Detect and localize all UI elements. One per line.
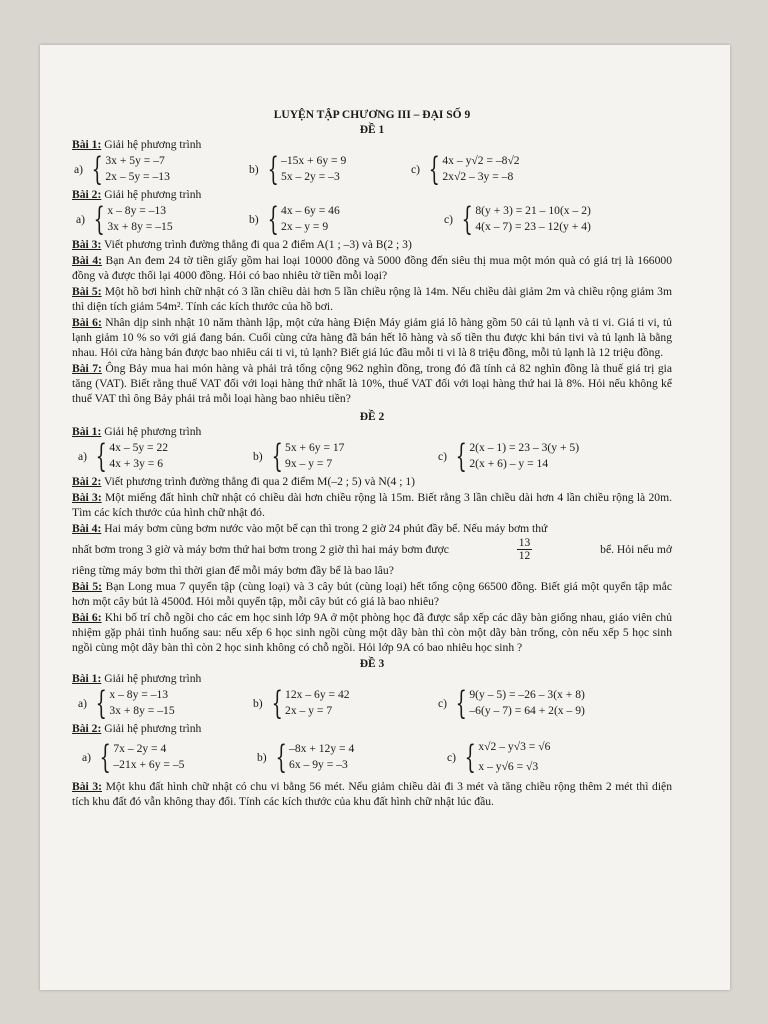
page-title: LUYỆN TẬP CHƯƠNG III – ĐẠI SỐ 9 bbox=[273, 109, 471, 121]
de1-bai6: Bài 6: Nhân dịp sinh nhật 10 năm thành lập, một cửa hàng Điện Máy giảm giá lô hàng gồm 50 cái tủ lạnh và ti vi. Giá ti vi, tủ lạnh giảm 10 % so với giá đang bán. Cuối cùng cửa hàng đã bán hết lô hàng và số tiền thu được khi bán tivi và tủ lạnh là bằng nhau. Hỏi cửa hàng bán được bao nhiêu cái ti vi, tủ lạnh? Biết giá lúc đầu mỗi ti vi là 8 triệu đồng, mỗi tủ lạnh là 12 triệu đồng. bbox=[72, 316, 672, 359]
de3-bai1: Bài 1: Giải hệ phương trình bbox=[72, 672, 202, 685]
de1-bai1: Bài 1: Giải hệ phương trình bbox=[72, 138, 202, 151]
system-c: c) { x√2 – y√3 = √6 x – y√6 = √3 bbox=[447, 738, 551, 776]
system-b: b) { 4x – 6y = 46 2x – y = 9 bbox=[249, 200, 340, 238]
de1-bai4: Bài 4: Bạn An đem 24 tờ tiền giấy gồm hai loại 10000 đồng và 5000 đồng đến siêu thị mua một món quà có giá trị là 166000 đồng và được thối lại 4000 đồng. Hỏi có bao nhiêu tờ tiền mỗi loại? bbox=[72, 254, 672, 282]
de1-bai2-systems bbox=[72, 200, 672, 238]
section-heading-de1: ĐỀ 1 bbox=[359, 124, 385, 136]
system-c: c) { 4x – y√2 = –8√2 2x√2 – 3y = –8 bbox=[411, 150, 520, 188]
system-a: a) { 3x + 5y = –7 2x – 5y = –13 bbox=[74, 150, 170, 188]
section-heading-de2: ĐỀ 2 bbox=[359, 411, 385, 423]
de3-bai2: Bài 2: Giải hệ phương trình bbox=[72, 722, 202, 735]
de1-bai3: Bài 3: Viết phương trình đường thẳng đi qua 2 điểm A(1 ; –3) và B(2 ; 3) bbox=[72, 238, 412, 251]
de2-bai4-fraction-line: nhất bơm trong 3 giờ và máy bơm thứ hai bơm trong 2 giờ thì hai máy bơm được $\frac{13}{12}$ bể. Hỏi nếu mở bbox=[72, 537, 672, 562]
de1-bai7: Bài 7: Ông Bảy mua hai món hàng và phải trả tổng cộng 962 nghìn đồng, trong đó đã tính cả 82 nghìn đồng là thuế giá trị gia tăng (VAT). Biết rằng thuế VAT đối với loại hàng thứ nhất là 10%, thuế VAT đối với loại hàng thứ hai là 8%. Hỏi nếu không kể thuế VAT thì ông Bảy phải trả mỗi loại hàng bao nhiêu tiền? bbox=[72, 362, 673, 405]
de1-bai1-systems bbox=[72, 150, 672, 188]
de2-bai1-systems bbox=[72, 437, 672, 475]
system-a: a) { x – 8y = –13 3x + 8y = –15 bbox=[76, 200, 173, 238]
system-a: a) { 7x – 2y = 4 –21x + 6y = –5 bbox=[82, 738, 185, 776]
de2-bai4-end: riêng từng máy bơm thì thời gian để mỗi máy bơm đầy bể là bao lâu? bbox=[72, 564, 394, 577]
section-heading-de3: ĐỀ 3 bbox=[359, 658, 385, 670]
de2-bai3: Bài 3: Một miếng đất hình chữ nhật có chiều dài hơn chiều rộng là 15m. Biết rằng 3 lần chiều dài hơn 4 lần chiều rộng là 20m. Tìm các kích thước của hình chữ nhật đó. bbox=[72, 491, 672, 519]
de3-bai2-systems bbox=[72, 737, 672, 777]
de2-bai5: Bài 5: Bạn Long mua 7 quyển tập (cùng loại) và 3 cây bút (cùng loại) hết tổng cộng 66500 đồng. Biết giá một quyển tập mắc hơn một cây bút là 4500đ. Hỏi mỗi quyển tập, mỗi cây bút có giá là bao nhiêu? bbox=[72, 580, 672, 608]
system-b: b) { –8x + 12y = 4 6x – 9y = –3 bbox=[257, 738, 355, 776]
system-b: b) { 12x – 6y = 42 2x – y = 7 bbox=[253, 684, 350, 722]
de2-bai2: Bài 2: Viết phương trình đường thẳng đi qua 2 điểm M(–2 ; 5) và N(4 ; 1) bbox=[72, 475, 416, 488]
de1-bai5: Bài 5: Một hồ bơi hình chữ nhật có 3 lần chiều dài hơn 5 lần chiều rộng là 14m. Nếu chiều dài giảm 2m và chiều rộng giảm 3m thì diện tích giảm 54m². Tính các kích thước của hồ bơi. bbox=[72, 285, 672, 313]
de2-bai4: Bài 4: Hai máy bơm cùng bơm nước vào một bể cạn thì trong 2 giờ 24 phút đầy bể. Nếu máy bơm thứ bbox=[72, 522, 548, 535]
fraction: $\frac{13}{12}$ bbox=[518, 537, 531, 562]
de2-bai1: Bài 1: Giải hệ phương trình bbox=[72, 425, 202, 438]
de2-bai6: Bài 6: Khi bố trí chỗ ngồi cho các em học sinh lớp 9A ở một phòng học đã được sắp xếp các dãy bàn giống nhau, giáo viên chủ nhiệm gặp phải tình huống sau: nếu xếp 6 học sinh ngồi cùng một dãy bàn thì còn một dãy bàn trống, còn nếu xếp 5 học sinh ngồi cùng một dãy bàn thì còn 2 học sinh không có chỗ ngồi. Hỏi lớp 9A có bao nhiêu học sinh ? bbox=[72, 611, 673, 654]
worksheet-content bbox=[72, 108, 672, 810]
system-c: c) { 2(x – 1) = 23 – 3(y + 5) 2(x + 6) – y = 14 bbox=[438, 437, 580, 475]
system-a: a) { x – 8y = –13 3x + 8y = –15 bbox=[78, 684, 175, 722]
system-b: b) { 5x + 6y = 17 9x – y = 7 bbox=[253, 437, 345, 475]
system-c: c) { 9(y – 5) = –26 – 3(x + 8) –6(y – 7) = 64 + 2(x – 9) bbox=[438, 684, 585, 722]
de1-bai2: Bài 2: Giải hệ phương trình bbox=[72, 188, 202, 201]
system-c: c) { 8(y + 3) = 21 – 10(x – 2) 4(x – 7) = 23 – 12(y + 4) bbox=[444, 200, 591, 238]
de3-bai3: Bài 3: Một khu đất hình chữ nhật có chu vi bằng 56 mét. Nếu giảm chiều dài đi 3 mét và tăng chiều rộng thêm 2 mét thì diện tích khu đất đó vẫn không thay đổi. Tính các kích thước của khu đất hình chữ nhật lúc đầu. bbox=[72, 780, 672, 808]
de3-bai1-systems bbox=[72, 684, 672, 722]
system-b: b) { –15x + 6y = 9 5x – 2y = –3 bbox=[249, 150, 347, 188]
system-a: a) { 4x – 5y = 22 4x + 3y = 6 bbox=[78, 437, 169, 475]
